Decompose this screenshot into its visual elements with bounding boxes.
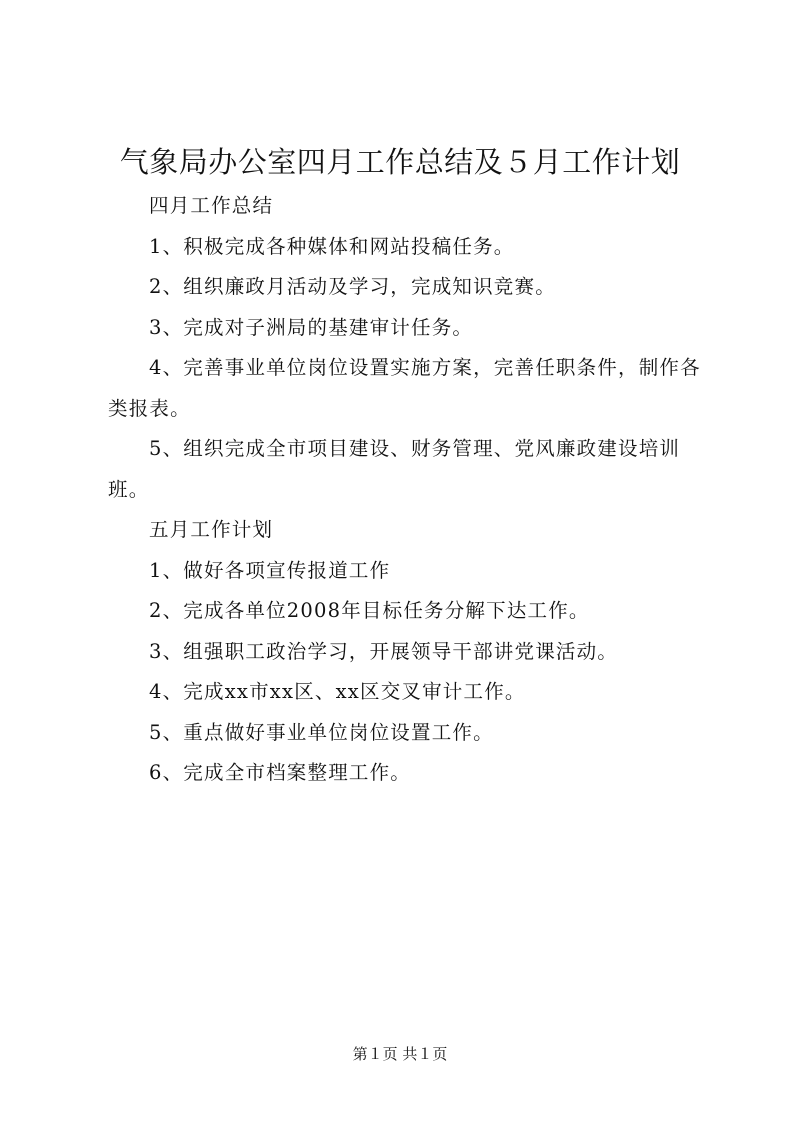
document-body (108, 186, 704, 794)
page-footer: 第１页 共１页 (352, 1045, 448, 1063)
paragraph-item: 2、组织廉政月活动及学习，完成知识竞赛。 (149, 275, 556, 298)
section-heading-may-plan: 五月工作计划 (149, 518, 274, 541)
paragraph-item: 4、完善事业单位岗位设置实施方案，完善任职条件，制作各类报表。 (108, 356, 701, 420)
document-title: 气象局办公室四月工作总结及５月工作计划 (119, 145, 681, 179)
paragraph-item: 1、积极完成各种媒体和网站投稿任务。 (149, 234, 515, 258)
paragraph-item: 4、完成xx市xx区、xx区交叉审计工作。 (149, 680, 526, 703)
paragraph-item: 3、完成对子洲局的基建审计任务。 (149, 315, 474, 339)
paragraph-item: 5、组织完成全市项目建设、财务管理、党风廉政建设培训班。 (108, 437, 681, 501)
paragraph-item: 1、做好各项宣传报道工作 (149, 558, 391, 582)
paragraph-item: 5、重点做好事业单位岗位设置工作。 (149, 720, 494, 744)
paragraph-item: 2、完成各单位2008年目标任务分解下达工作。 (149, 599, 590, 622)
paragraph-item: 6、完成全市档案整理工作。 (149, 761, 412, 784)
paragraph-item: 3、组强职工政治学习，开展领导干部讲党课活动。 (149, 639, 619, 663)
section-heading-april-summary: 四月工作总结 (149, 194, 274, 217)
